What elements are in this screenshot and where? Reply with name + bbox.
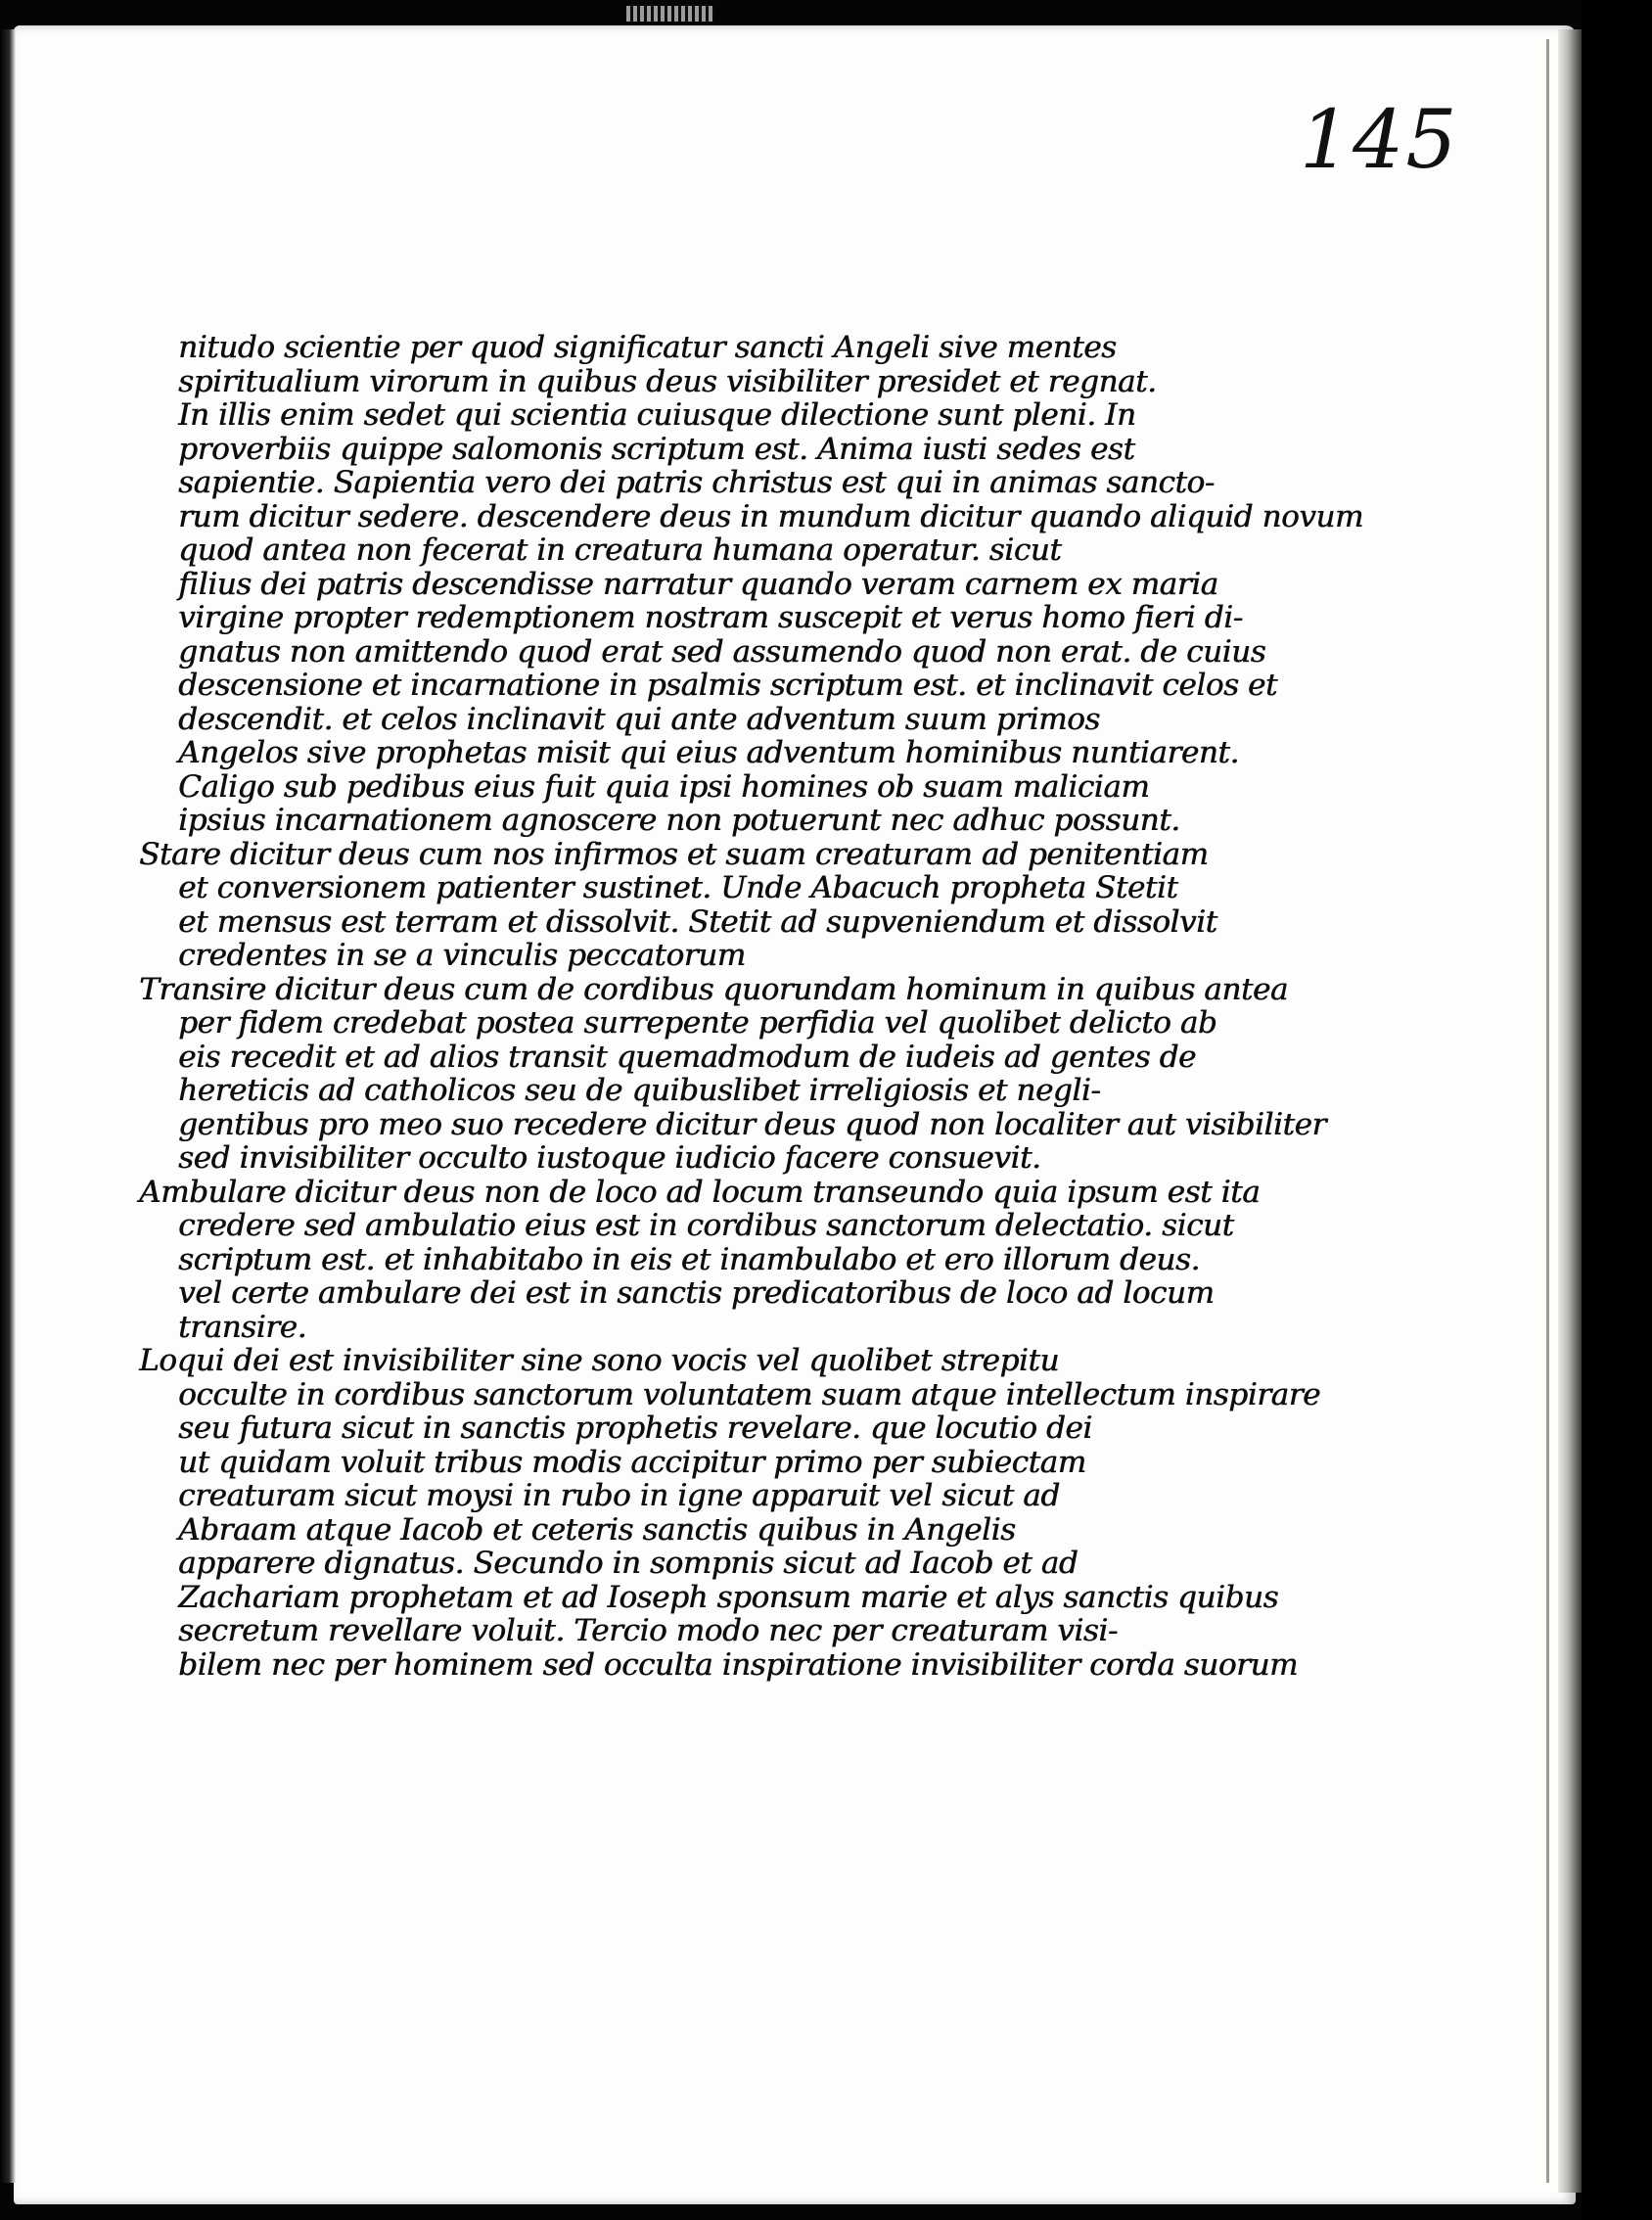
- text-line: descensione et incarnatione in psalmis scriptum est. et inclinavit celos et: [178, 668, 1277, 703]
- text-line: spiritualium virorum in quibus deus visibiliter presidet et regnat.: [178, 363, 1157, 399]
- text-line: Caligo sub pedibus eius fuit quia ipsi homines ob suam maliciam: [178, 768, 1150, 805]
- right-gutter-line: [1546, 39, 1549, 2183]
- text-line: quod antea non fecerat in creatura humana operatur. sicut: [178, 532, 1062, 568]
- text-line: Angelos sive prophetas misit qui eius adventum hominibus nuntiarent.: [178, 735, 1239, 770]
- paragraph-start-line: Stare dicitur deus cum nos infirmos et suam creaturam ad penitentiam: [139, 836, 1209, 872]
- text-line: sed invisibiliter occulto iustoque iudicio facere consuevit.: [178, 1140, 1041, 1176]
- scan-dark-margin: [1582, 0, 1652, 2220]
- text-line: vel certe ambulare dei est in sanctis predicatoribus de loco ad locum: [178, 1275, 1215, 1311]
- text-line: proverbiis quippe salomonis scriptum est. Anima iusti sedes est: [178, 431, 1135, 467]
- text-line: et conversionem patienter sustinet. Unde Abacuch propheta Stetit: [178, 870, 1178, 905]
- text-line: occulte in cordibus sanctorum voluntatem suam atque intellectum inspirare: [178, 1376, 1320, 1412]
- paragraph-start-line: Loqui dei est invisibiliter sine sono vocis vel quolibet strepitu: [139, 1343, 1059, 1378]
- manuscript-text-block: [139, 330, 1363, 1711]
- text-line: et mensus est terram et dissolvit. Stetit ad supveniendum et dissolvit: [178, 903, 1217, 940]
- text-line: transire.: [178, 1309, 306, 1345]
- text-line: In illis enim sedet qui scientia cuiusque dilectione sunt pleni. In: [178, 397, 1136, 433]
- text-line: scriptum est. et inhabitabo in eis et inambulabo et ero illorum deus.: [178, 1241, 1200, 1277]
- text-line: secretum revellare voluit. Tercio modo nec per creaturam visi-: [178, 1613, 1118, 1648]
- text-line: rum dicitur sedere. descendere deus in mundum dicitur quando aliquid novum: [178, 498, 1363, 534]
- text-line: credere sed ambulatio eius est in cordibus sanctorum delectatio. sicut: [178, 1208, 1234, 1243]
- text-line: eis recedit et ad alios transit quemadmodum de iudeis ad gentes de: [178, 1039, 1196, 1075]
- text-line: ut quidam voluit tribus modis accipitur primo per subiectam: [178, 1444, 1086, 1480]
- text-line: hereticis ad catholicos seu de quibuslibet irreligiosis et negli-: [178, 1073, 1101, 1108]
- paragraph-start-line: Ambulare dicitur deus non de loco ad locum transeundo quia ipsum est ita: [139, 1174, 1261, 1210]
- text-line: sapientie. Sapientia vero dei patris christus est qui in animas sancto-: [178, 465, 1215, 500]
- text-line: descendit. et celos inclinavit qui ante adventum suum primos: [178, 701, 1100, 737]
- paragraph-start-line: Transire dicitur deus cum de cordibus quorundam hominum in quibus antea: [139, 971, 1288, 1007]
- text-line: seu futura sicut in sanctis prophetis revelare. que locutio dei: [178, 1411, 1092, 1446]
- text-line: creaturam sicut moysi in rubo in igne apparuit vel sicut ad: [178, 1478, 1060, 1513]
- text-line: ipsius incarnationem agnoscere non potuerunt nec adhuc possunt.: [178, 803, 1180, 838]
- text-line: Abraam atque Iacob et ceteris sanctis quibus in Angelis: [178, 1511, 1016, 1548]
- text-line: apparere dignatus. Secundo in sompnis sicut ad Iacob et ad: [178, 1546, 1078, 1581]
- left-page-edge: [0, 29, 16, 2183]
- text-line: nitudo scientie per quod significatur sancti Angeli sive mentes: [178, 330, 1117, 365]
- right-page-edge: [1558, 29, 1582, 2193]
- folio-number: 145: [1300, 94, 1459, 187]
- text-line: filius dei patris descendisse narratur quando veram carnem ex maria: [178, 566, 1218, 602]
- text-line: gentibus pro meo suo recedere dicitur deus quod non localiter aut visibiliter: [178, 1106, 1326, 1142]
- text-line: bilem nec per hominem sed occulta inspiratione invisibiliter corda suorum: [178, 1646, 1298, 1683]
- text-line: gnatus non amittendo quod erat sed assumendo quod non erat. de cuius: [178, 633, 1266, 670]
- text-line: credentes in se a vinculis peccatorum: [178, 938, 746, 973]
- text-line: Zachariam prophetam et ad Ioseph sponsum marie et alys sanctis quibus: [178, 1579, 1278, 1615]
- top-scan-mark: [626, 6, 714, 22]
- text-line: virgine propter redemptionem nostram suscepit et verus homo fieri di-: [178, 600, 1243, 635]
- text-line: per fidem credebat postea surrepente perfidia vel quolibet delicto ab: [178, 1005, 1217, 1041]
